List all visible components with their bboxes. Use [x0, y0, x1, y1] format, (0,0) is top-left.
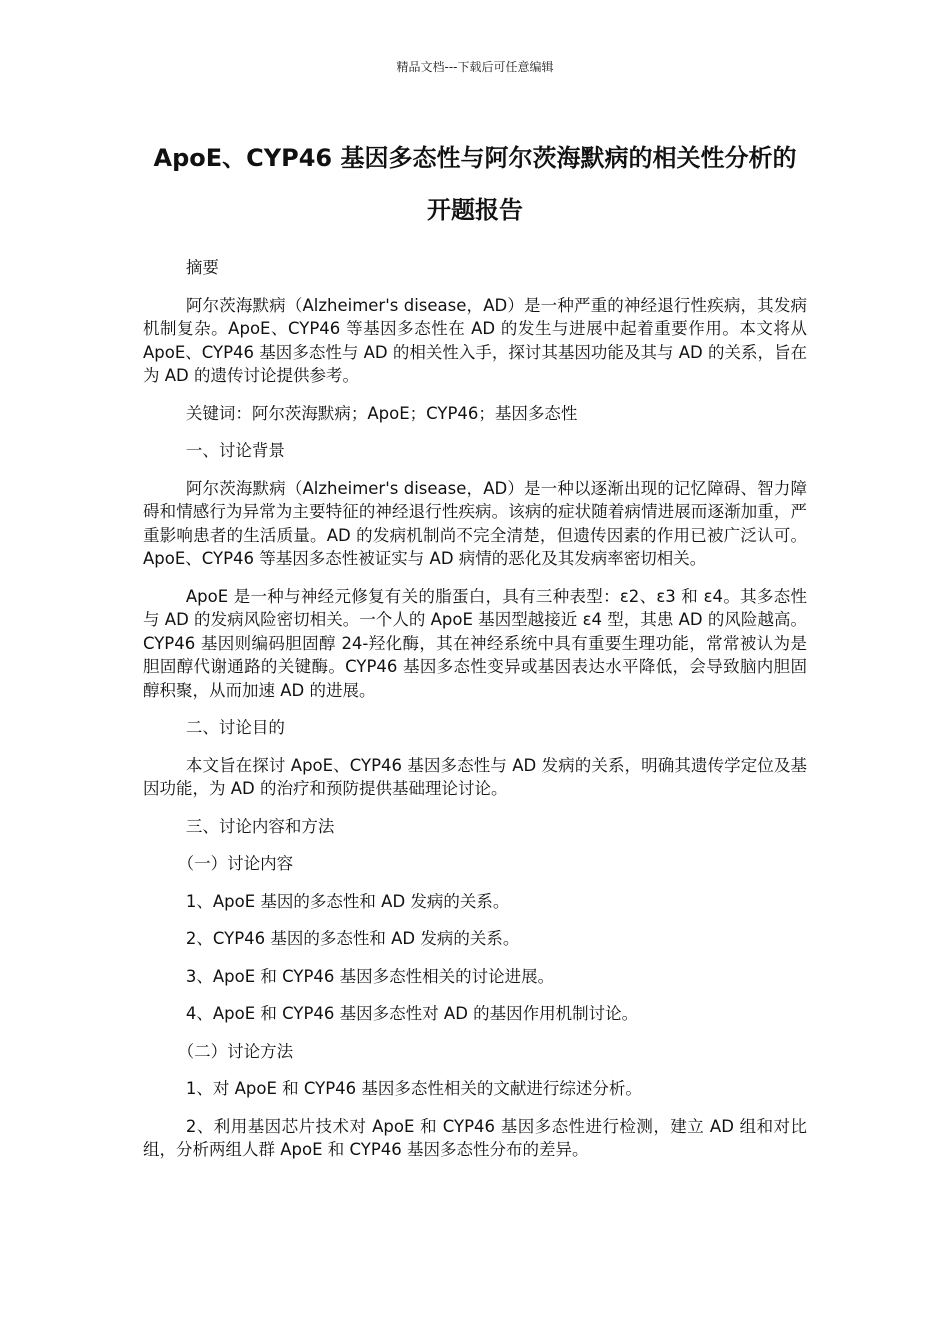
content-item: 2、CYP46 基因的多态性和 AD 发病的关系。	[185, 929, 520, 948]
method-item: 2、利用基因芯片技术对 ApoE 和 CYP46 基因多态性进行检测，建立 AD 组和对比组，分析两组人群 ApoE 和 CYP46 基因多态性分布的差异。	[143, 1116, 807, 1159]
section-1-heading: 一、讨论背景	[185, 441, 285, 460]
section-1-paragraph-2: ApoE 是一种与神经元修复有关的脂蛋白，具有三种表型：ε2、ε3 和 ε4。其多态性与 AD 的发病风险密切相关。一个人的 ApoE 基因型越接近 ε4 型，其患 AD 的风险越高。CYP46 基因则编码胆固醇 24-羟化酶，其在神经系统中具有重要生理功能，常常被认为是胆固醇代谢通路的关键酶。CYP46 基因多态性变异或基因表达水平降低，会导致脑内胆固醇积聚，从而加速 AD 的进展。	[143, 586, 807, 700]
keywords: 关键词：阿尔茨海默病；ApoE；CYP46；基因多态性	[185, 403, 578, 423]
method-item: 1、对 ApoE 和 CYP46 基因多态性相关的文献进行综述分析。	[185, 1079, 642, 1098]
content-item: 1、ApoE 基因的多态性和 AD 发病的关系。	[185, 891, 510, 911]
section-2-heading: 二、讨论目的	[185, 718, 285, 737]
document-body	[143, 256, 807, 1176]
content-item: 4、ApoE 和 CYP46 基因多态性对 AD 的基因作用机制讨论。	[185, 1004, 639, 1023]
title-line-1: ApoE、CYP46 基因多态性与阿尔茨海默病的相关性分析的	[153, 144, 797, 172]
section-1-paragraph-1: 阿尔茨海默病（Alzheimer's disease，AD）是一种以逐渐出现的记忆障碍、智力障碍和情感行为异常为主要特征的神经退行性疾病。该病的症状随着病情进展而逐渐加重，严重影响患者的生活质量。AD 的发病机制尚不完全清楚，但遗传因素的作用已被广泛认可。ApoE、CYP46 等基因多态性被证实与 AD 病情的恶化及其发病率密切相关。	[143, 478, 807, 568]
section-3-subheading-methods: （二）讨论方法	[177, 1041, 294, 1061]
section-3-heading: 三、讨论内容和方法	[185, 816, 335, 836]
section-3-subheading-content: （一）讨论内容	[177, 854, 294, 873]
abstract-label: 摘要	[185, 258, 219, 277]
document-title	[130, 132, 820, 236]
content-item: 3、ApoE 和 CYP46 基因多态性相关的讨论进展。	[185, 966, 555, 986]
abstract-paragraph: 阿尔茨海默病（Alzheimer's disease，AD）是一种严重的神经退行性疾病，其发病机制复杂。ApoE、CYP46 等基因多态性在 AD 的发生与进展中起着重要作用。本文将从 ApoE、CYP46 基因多态性与 AD 的相关性入手，探讨其基因功能及其与 AD 的关系，旨在为 AD 的遗传讨论提供参考。	[143, 295, 807, 385]
page-header-note: 精品文档---下载后可任意编辑	[396, 60, 554, 74]
title-line-2: 开题报告	[427, 196, 523, 224]
section-2-paragraph-1: 本文旨在探讨 ApoE、CYP46 基因多态性与 AD 发病的关系，明确其遗传学定位及基因功能，为 AD 的治疗和预防提供基础理论讨论。	[143, 755, 807, 798]
